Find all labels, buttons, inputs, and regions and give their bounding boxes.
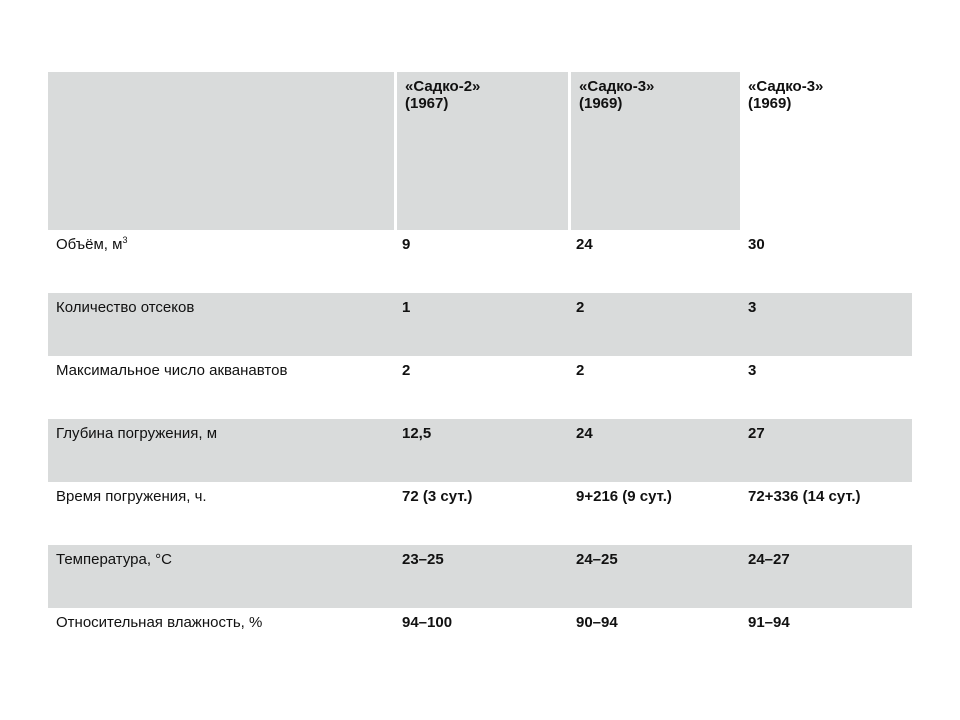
table-cell: 24–25: [568, 545, 740, 608]
table-cell: 24: [576, 236, 593, 253]
header-col-2-name: «Садко-3»: [579, 78, 655, 95]
table-cell: 1: [394, 293, 568, 356]
header-col-1: [394, 72, 568, 230]
row-label-duration: Время погружения, ч.: [56, 488, 207, 505]
table-cell: 2: [568, 293, 740, 356]
row-label-compartments: Количество отсеков: [48, 293, 394, 356]
row-label-volume-text: Объём, м: [56, 236, 123, 253]
header-col-1-year: (1967): [405, 95, 449, 112]
row-label-temperature: Температура, °C: [48, 545, 394, 608]
table-cell: 9: [402, 236, 411, 253]
table-cell: 2: [576, 362, 585, 379]
row-label-aquanauts: Максимальное число акванавтов: [56, 362, 288, 379]
table-cell: 91–94: [748, 614, 790, 631]
header-col-1-name: «Садко-2»: [405, 78, 481, 95]
header-col-2: [568, 72, 740, 230]
table-cell: 12,5: [394, 419, 568, 482]
table-cell: 9+216 (9 сут.): [576, 488, 672, 505]
table-cell: 23–25: [394, 545, 568, 608]
row-label-volume-sup: 3: [122, 235, 128, 245]
table-cell: 24–27: [740, 545, 912, 608]
table-cell: 2: [402, 362, 411, 379]
table-cell: 3: [740, 293, 912, 356]
table-cell: 72+336 (14 сут.): [748, 488, 861, 505]
table-cell: 94–100: [402, 614, 453, 631]
table-cell: 72 (3 сут.): [402, 488, 473, 505]
comparison-table: [48, 72, 912, 671]
header-col-2-year: (1969): [579, 95, 623, 112]
header-col-3: [740, 72, 912, 230]
row-label-depth: Глубина погружения, м: [48, 419, 394, 482]
table-cell: 24: [568, 419, 740, 482]
row-label-volume: [48, 230, 394, 293]
table-cell: 3: [748, 362, 757, 379]
header-col-3-name: «Садко-3»: [748, 78, 824, 95]
header-col-3-year: (1969): [748, 95, 792, 112]
table-cell: 30: [748, 236, 765, 253]
header-empty-cell: [48, 72, 394, 230]
row-label-humidity: Относительная влажность, %: [56, 614, 263, 631]
table-cell: 27: [740, 419, 912, 482]
table-cell: 90–94: [576, 614, 618, 631]
